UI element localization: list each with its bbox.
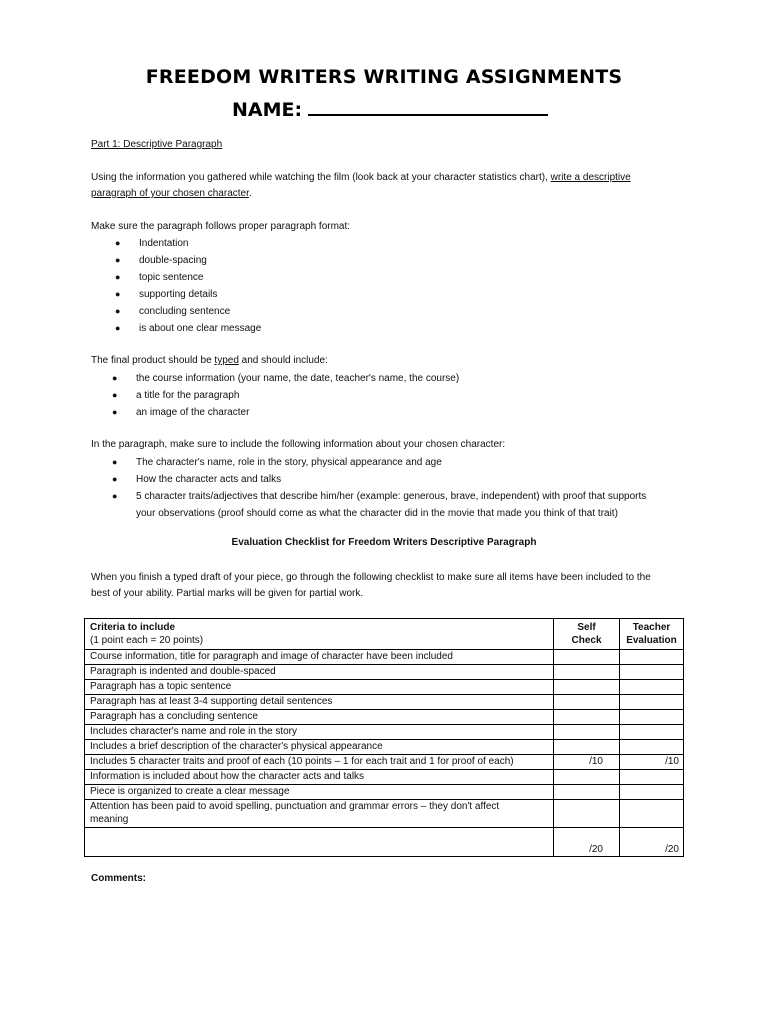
table-row xyxy=(85,800,684,828)
name-field xyxy=(232,96,548,121)
table-row: Paragraph has a topic sentence xyxy=(85,680,684,695)
checklist-intro: When you finish a typed draft of your piece, go through the following checklist to make sure all items have been included to the best of your ability. Partial marks will be given for partial work. xyxy=(91,572,651,599)
teacher-eval-cell[interactable] xyxy=(620,680,684,695)
self-check-cell[interactable] xyxy=(554,740,620,755)
bullet-icon: ● xyxy=(115,255,121,265)
bullet-icon: ● xyxy=(112,457,118,467)
teacher-eval-cell[interactable] xyxy=(620,665,684,680)
evaluation-checklist-table xyxy=(84,618,684,857)
bullet-icon: ● xyxy=(112,373,118,383)
self-check-cell[interactable] xyxy=(554,680,620,695)
bullet-icon: ● xyxy=(115,306,121,316)
list-item: ● 5 character traits/adjectives that describe him/her (example: generous, brave, independent) with proof that supports xyxy=(136,488,646,505)
table-row: Course information, title for paragraph and image of character have been included xyxy=(85,650,684,665)
bullet-icon: ● xyxy=(112,390,118,400)
total-criteria-cell xyxy=(85,828,554,857)
table-row: Piece is organized to create a clear message xyxy=(85,785,684,800)
long-criteria-cell: Attention has been paid to avoid spelling, punctuation and grammar errors – they don't affect meaning xyxy=(85,800,554,828)
self-check-cell[interactable] xyxy=(554,650,620,665)
bullet-icon: ● xyxy=(112,474,118,484)
list-item: ● Indentation xyxy=(139,235,261,252)
table-row: Information is included about how the character acts and talks xyxy=(85,770,684,785)
checklist-heading: Evaluation Checklist for Freedom Writers Descriptive Paragraph xyxy=(231,537,537,548)
teacher-eval-cell[interactable]: /10 xyxy=(620,755,684,770)
list-item: ● supporting details xyxy=(139,286,261,303)
list-item-continuation: your observations (proof should come as what the character did in the movie that made you think of that trait) xyxy=(136,508,618,519)
self-check-cell[interactable]: /10 xyxy=(554,755,620,770)
list-item: ● double-spacing xyxy=(139,252,261,269)
teacher-eval-cell[interactable] xyxy=(620,695,684,710)
teacher-total-cell[interactable]: /20 xyxy=(620,828,684,857)
self-check-cell[interactable] xyxy=(554,785,620,800)
table-row: Includes character's name and role in the story xyxy=(85,725,684,740)
table-total-row xyxy=(85,828,684,857)
bullet-icon: ● xyxy=(112,407,118,417)
self-check-cell[interactable] xyxy=(554,800,620,828)
list-item: ● is about one clear message xyxy=(139,320,261,337)
bullet-icon: ● xyxy=(115,323,121,333)
self-check-header: Self Check xyxy=(554,619,620,650)
teacher-eval-cell[interactable] xyxy=(620,770,684,785)
self-check-cell[interactable] xyxy=(554,665,620,680)
document-title: FREEDOM WRITERS WRITING ASSIGNMENTS xyxy=(145,66,623,88)
info-list xyxy=(112,454,647,522)
bullet-icon: ● xyxy=(115,289,121,299)
bullet-icon: ● xyxy=(115,272,121,282)
name-label: NAME: xyxy=(232,99,303,121)
self-check-cell[interactable] xyxy=(554,725,620,740)
bullet-icon: ● xyxy=(115,238,121,248)
teacher-eval-cell[interactable] xyxy=(620,725,684,740)
final-product-list xyxy=(112,370,460,421)
format-intro: Make sure the paragraph follows proper paragraph format: xyxy=(91,221,351,232)
table-row: Paragraph has at least 3-4 supporting detail sentences xyxy=(85,695,684,710)
table-row: Includes 5 character traits and proof of each (10 points – 1 for each trait and 1 for proof of each) /10 /10 xyxy=(85,755,684,770)
final-product-intro: The final product should be typed and should include: xyxy=(91,355,328,366)
criteria-header: Criteria to include (1 point each = 20 points) xyxy=(85,619,554,650)
table-row: Paragraph has a concluding sentence xyxy=(85,710,684,725)
list-item: ● the course information (your name, the date, teacher's name, the course) xyxy=(136,370,459,387)
info-intro: In the paragraph, make sure to include the following information about your chosen character: xyxy=(91,439,506,450)
list-item: ● How the character acts and talks xyxy=(136,471,646,488)
table-row: Paragraph is indented and double-spaced xyxy=(85,665,684,680)
self-check-cell[interactable] xyxy=(554,695,620,710)
name-blank-line xyxy=(308,96,548,116)
intro-paragraph: Using the information you gathered while watching the film (look back at your character statistics chart), write a descriptive paragraph of your chosen character. xyxy=(91,172,631,199)
part1-heading: Part 1: Descriptive Paragraph xyxy=(91,139,223,150)
teacher-eval-cell[interactable] xyxy=(620,785,684,800)
format-list xyxy=(115,235,262,337)
comments-label: Comments: xyxy=(91,873,147,884)
teacher-eval-cell[interactable] xyxy=(620,710,684,725)
list-item: ● topic sentence xyxy=(139,269,261,286)
self-check-cell[interactable] xyxy=(554,770,620,785)
bullet-icon: ● xyxy=(112,491,118,501)
table-row: Includes a brief description of the character's physical appearance xyxy=(85,740,684,755)
list-item: ● concluding sentence xyxy=(139,303,261,320)
list-item: ● The character's name, role in the story, physical appearance and age xyxy=(136,454,646,471)
teacher-eval-cell[interactable] xyxy=(620,740,684,755)
table-header-row xyxy=(85,619,684,650)
list-item: ● an image of the character xyxy=(136,404,459,421)
teacher-eval-cell[interactable] xyxy=(620,650,684,665)
teacher-eval-cell[interactable] xyxy=(620,800,684,828)
list-item: ● a title for the paragraph xyxy=(136,387,459,404)
self-total-cell[interactable]: /20 xyxy=(554,828,620,857)
teacher-evaluation-header: Teacher Evaluation xyxy=(620,619,684,650)
self-check-cell[interactable] xyxy=(554,710,620,725)
